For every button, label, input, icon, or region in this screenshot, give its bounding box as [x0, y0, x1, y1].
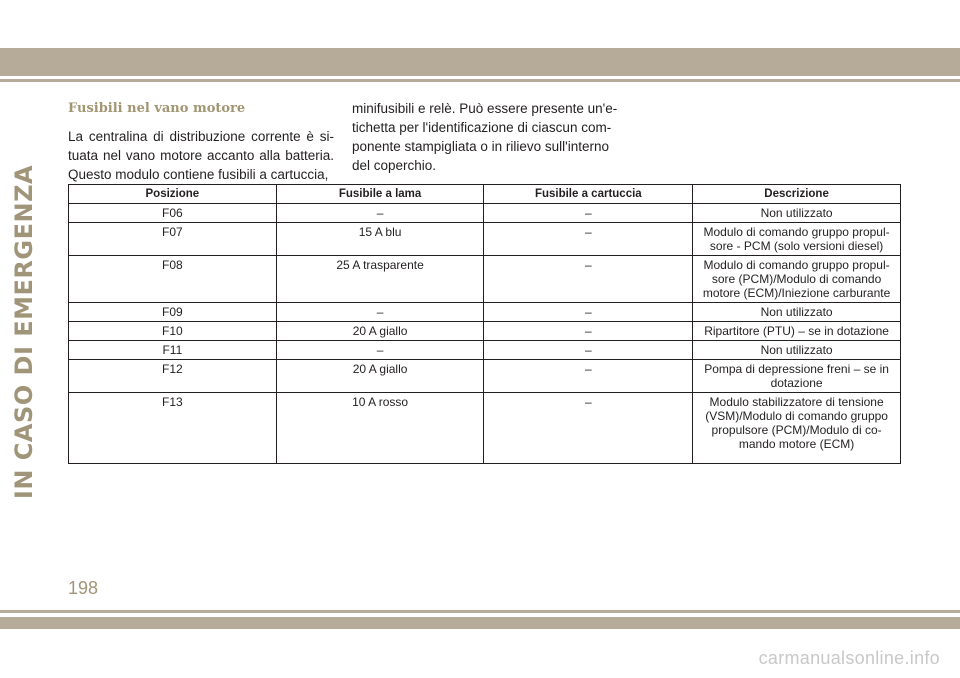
cell-position: F13: [69, 393, 277, 464]
table-row: [69, 393, 901, 464]
column-header-fusibile-cartuccia: Fusibile a cartuccia: [484, 185, 693, 204]
cell-cartridge-fuse: –: [484, 303, 693, 322]
table-row: [69, 360, 901, 393]
column-header-descrizione: Descrizione: [693, 185, 901, 204]
cell-blade-fuse: 20 A giallo: [276, 360, 484, 393]
cell-blade-fuse: –: [276, 204, 484, 223]
cell-cartridge-fuse: –: [484, 223, 693, 256]
intro-paragraph-right: minifusibili e relè. Può essere presente un'e-tichetta per l'identificazione di ciascun com-ponente stampigliata o in rilievo sull'interno del coperchio.: [352, 101, 618, 173]
cell-description: Non utilizzato: [693, 204, 901, 223]
cell-description: Modulo di comando gruppo propul-sore - PCM (solo versioni diesel): [693, 223, 901, 256]
cell-cartridge-fuse: –: [484, 204, 693, 223]
cell-position: F10: [69, 322, 277, 341]
cell-description: Modulo stabilizzatore di tensione (VSM)/Modulo di comando gruppo propulsore (PCM)/Modulo di co-mando motore (ECM): [693, 393, 901, 464]
table-row: [69, 256, 901, 303]
cell-blade-fuse: 10 A rosso: [276, 393, 484, 464]
cell-cartridge-fuse: –: [484, 341, 693, 360]
watermark-text: carmanualsonline.info: [758, 648, 940, 668]
cell-cartridge-fuse: –: [484, 322, 693, 341]
table-row: [69, 341, 901, 360]
cell-blade-fuse: 15 A blu: [276, 223, 484, 256]
page-number: 198: [68, 578, 99, 598]
cell-description: Modulo di comando gruppo propul-sore (PCM)/Modulo di comando motore (ECM)/Iniezione carburante: [693, 256, 901, 303]
cell-description: Ripartitore (PTU) – se in dotazione: [693, 322, 901, 341]
section-heading: Fusibili nel vano motore: [68, 101, 246, 116]
cell-cartridge-fuse: –: [484, 256, 693, 303]
top-divider-line: [0, 79, 960, 82]
bottom-decorative-band: [0, 617, 960, 629]
column-header-fusibile-lama: Fusibile a lama: [276, 185, 484, 204]
cell-position: F12: [69, 360, 277, 393]
cell-position: F09: [69, 303, 277, 322]
table-header-row: [69, 185, 901, 204]
cell-blade-fuse: –: [276, 303, 484, 322]
table-row: [69, 204, 901, 223]
top-decorative-band: [0, 48, 960, 76]
chapter-side-label: IN CASO DI EMERGENZA: [10, 164, 38, 500]
cell-description: Non utilizzato: [693, 341, 901, 360]
cell-position: F08: [69, 256, 277, 303]
cell-cartridge-fuse: –: [484, 393, 693, 464]
cell-blade-fuse: –: [276, 341, 484, 360]
fuse-table: [68, 184, 901, 464]
cell-blade-fuse: 20 A giallo: [276, 322, 484, 341]
cell-description: Non utilizzato: [693, 303, 901, 322]
cell-cartridge-fuse: –: [484, 360, 693, 393]
cell-position: F07: [69, 223, 277, 256]
cell-position: F06: [69, 204, 277, 223]
table-row: [69, 322, 901, 341]
bottom-divider-line: [0, 610, 960, 613]
cell-blade-fuse: 25 A trasparente: [276, 256, 484, 303]
cell-position: F11: [69, 341, 277, 360]
intro-paragraph-left: La centralina di distribuzione corrente è si-tuata nel vano motore accanto alla batteria. Questo modulo contiene fusibili a cartuccia,: [68, 129, 334, 182]
column-header-posizione: Posizione: [69, 185, 277, 204]
cell-description: Pompa di depressione freni – se in dotazione: [693, 360, 901, 393]
table-row: [69, 223, 901, 256]
table-row: [69, 303, 901, 322]
